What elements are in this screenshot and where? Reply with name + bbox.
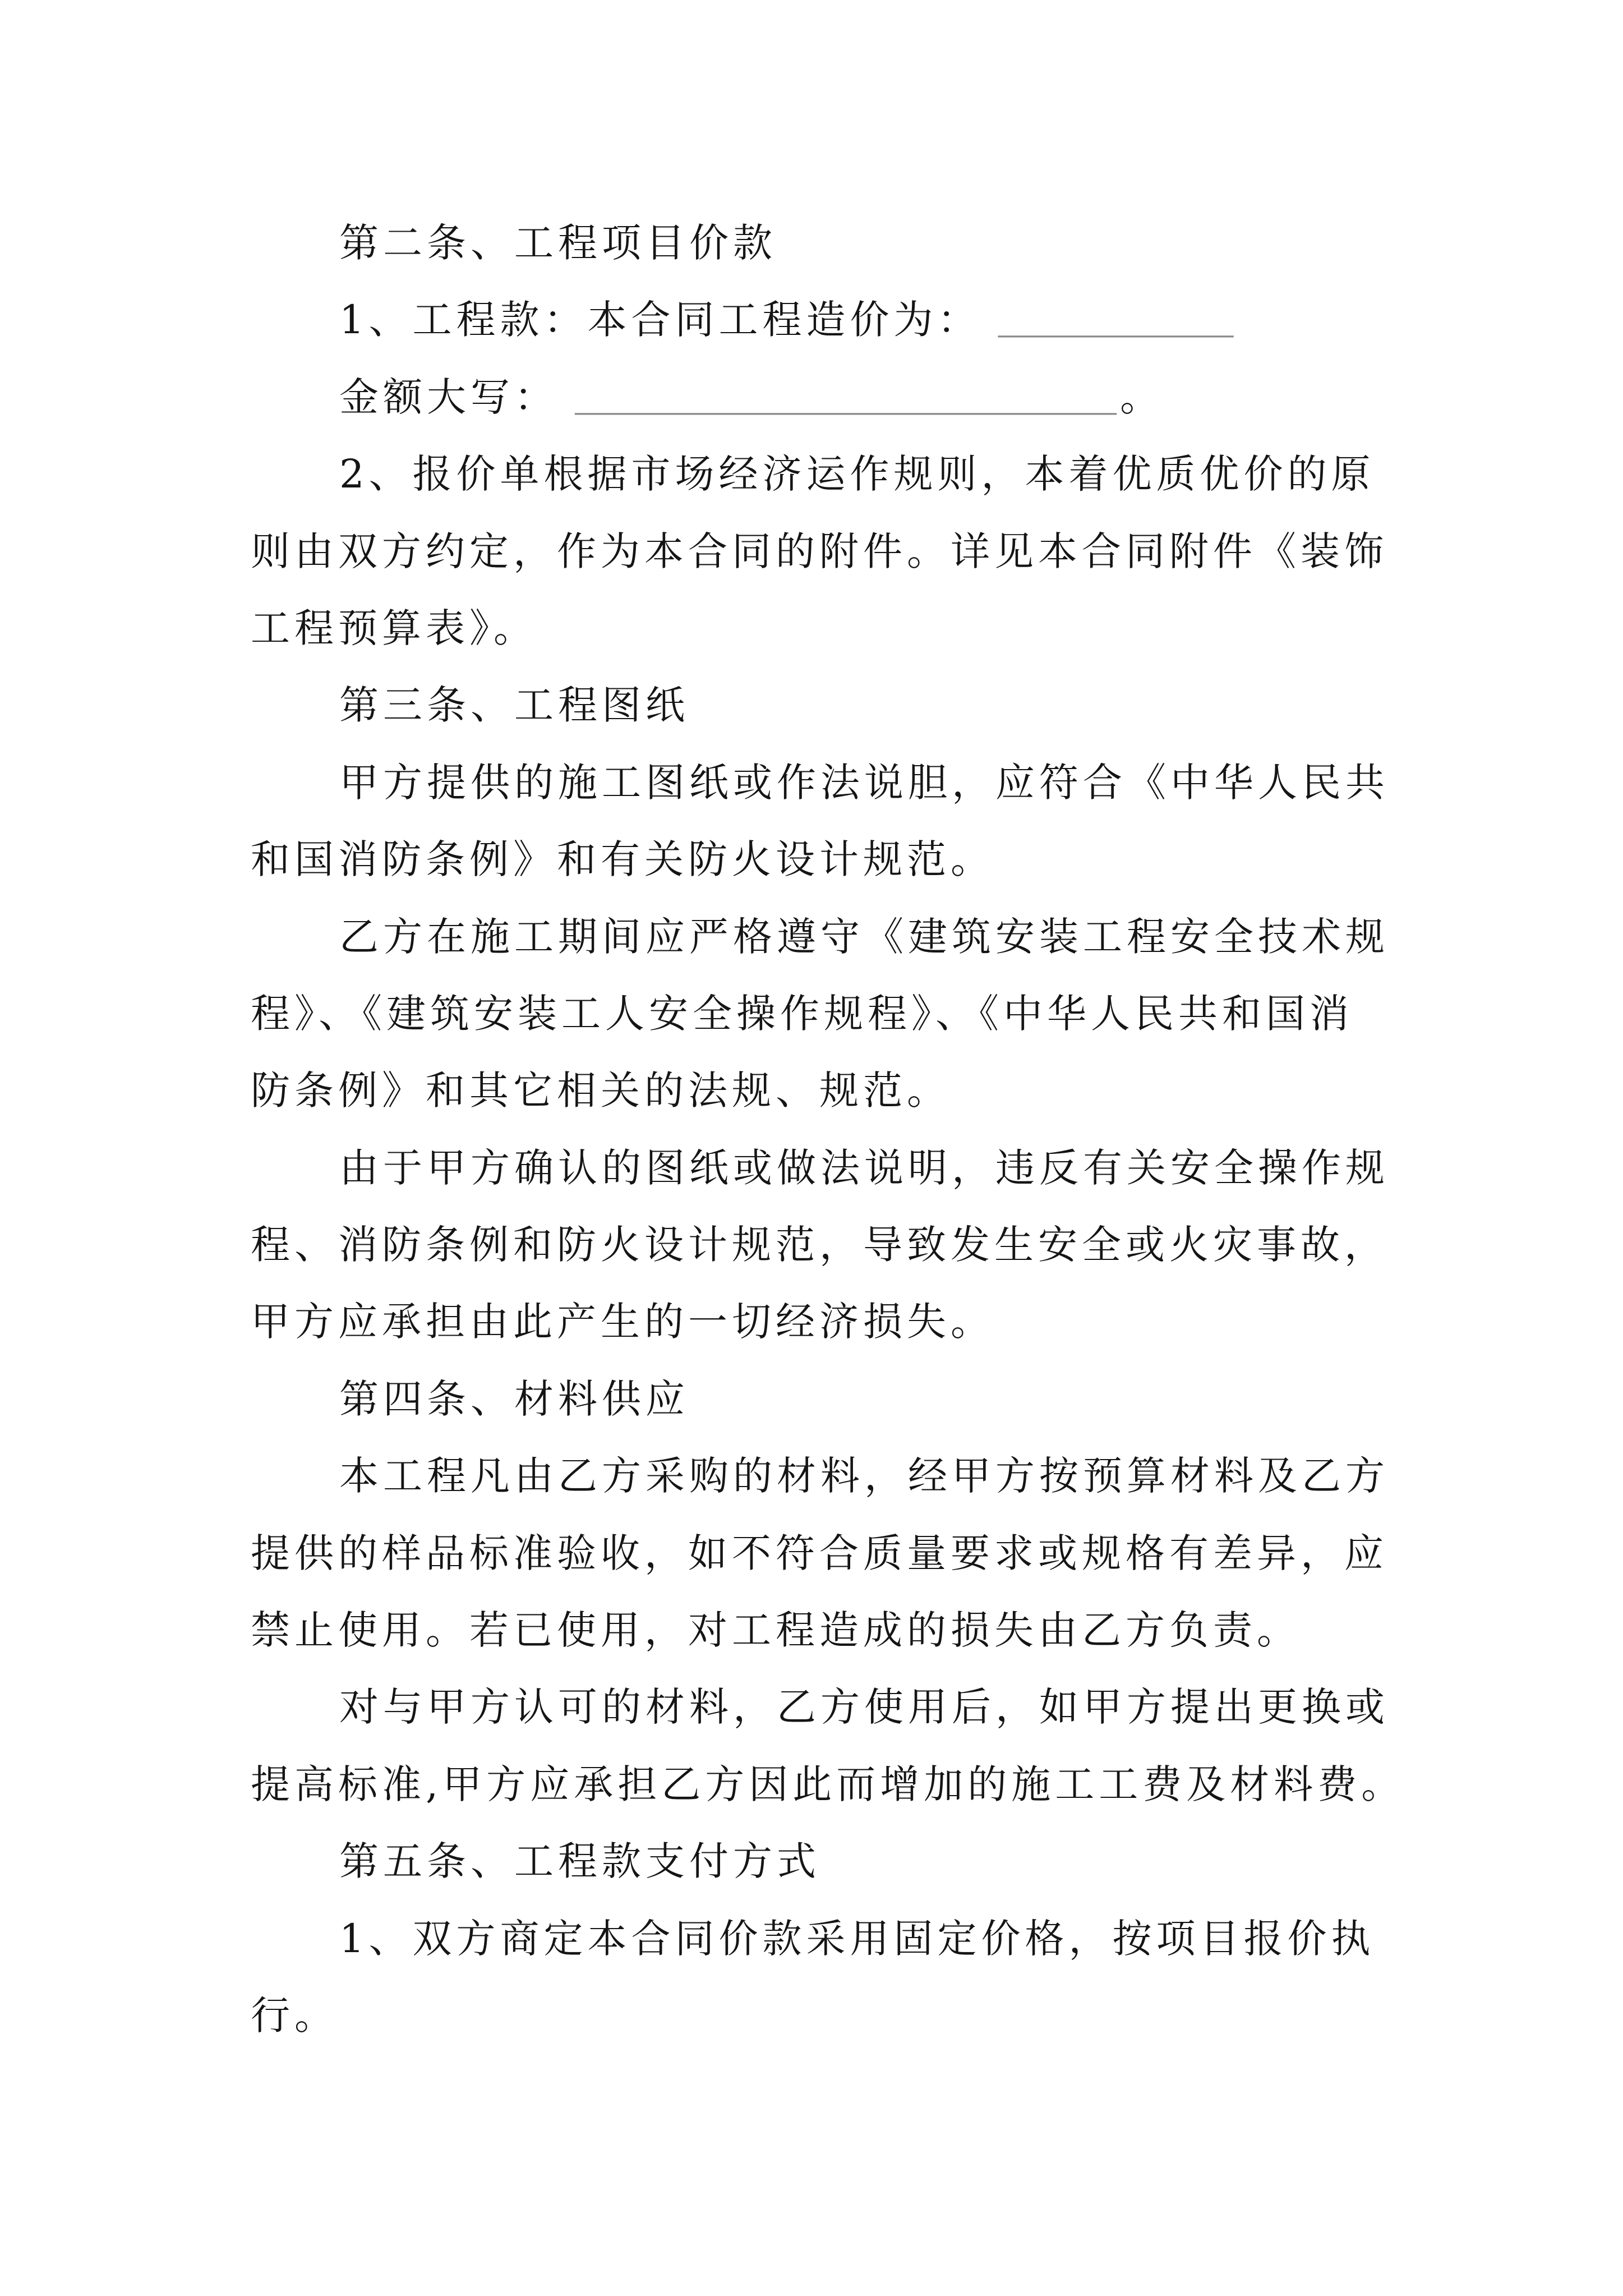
paragraph-line: 甲方提供的施工图纸或作法说胆，应符合《中华人民共: [339, 759, 1389, 806]
amount-in-words-end: 。: [1120, 374, 1164, 420]
clause-3-heading: 第三条、工程图纸: [339, 682, 689, 729]
paragraph-line: 和国消防条例》和有关防火设计规范。: [251, 836, 994, 883]
clause-5-heading: 第五条、工程款支付方式: [339, 1838, 820, 1885]
paragraph-line: 则由双方约定，作为本合同的附件。详见本合同附件《装饰: [251, 528, 1388, 574]
paragraph-line: 对与甲方认可的材料，乙方使用后，如甲方提出更换或: [339, 1684, 1389, 1731]
contract-body: [251, 205, 1513, 2054]
paragraph-line: 防条例》和其它相关的法规、规范。: [251, 1068, 951, 1114]
paragraph-line: 程、消防条例和防火设计规范，导致发生安全或火灾事故，: [251, 1222, 1388, 1268]
amount-in-words-label: 金额大写：: [339, 374, 558, 420]
paragraph-line: 提供的样品标准验收，如不符合质量要求或规格有差异，应: [251, 1530, 1388, 1576]
clause-2-heading: 第二条、工程项目价款: [339, 220, 777, 266]
amount-in-words-line: [251, 359, 1513, 436]
amount-in-words-blank: _______________________: [575, 378, 1117, 423]
paragraph-line: 提高标准,甲方应承担乙方因此而增加的施工工费及材料费。: [251, 1761, 1405, 1807]
contract-price-line: [251, 282, 1513, 358]
paragraph-line: 行。: [251, 1992, 338, 2039]
paragraph-line: 程》、《建筑安装工人安全操作规程》、《中华人民共和国消: [251, 990, 1353, 1037]
paragraph-line: 本工程凡由乙方采购的材料，经甲方按预算材料及乙方: [339, 1453, 1389, 1499]
paragraph-line: 乙方在施工期间应严格遵守《建筑安装工程安全技术规: [339, 913, 1389, 960]
contract-price-blank: __________: [998, 301, 1234, 346]
paragraph-line: 1、双方商定本合同价款采用固定价格，按项目报价执: [339, 1915, 1375, 1962]
paragraph-line: 禁止使用。若已使用，对工程造成的损失由乙方负责。: [251, 1607, 1301, 1654]
paragraph-line: 甲方应承担由此产生的一切经济损失。: [251, 1299, 994, 1345]
paragraph-line: 工程预算表》。: [251, 605, 537, 651]
clause-4-heading: 第四条、材料供应: [339, 1375, 689, 1422]
paragraph-line: 2、报价单根据市场经济运作规则，本着优质优价的原: [339, 451, 1375, 498]
paragraph-line: 由于甲方确认的图纸或做法说明，违反有关安全操作规: [339, 1144, 1389, 1191]
contract-price-label: 1、工程款：本合同工程造价为：: [339, 297, 981, 343]
